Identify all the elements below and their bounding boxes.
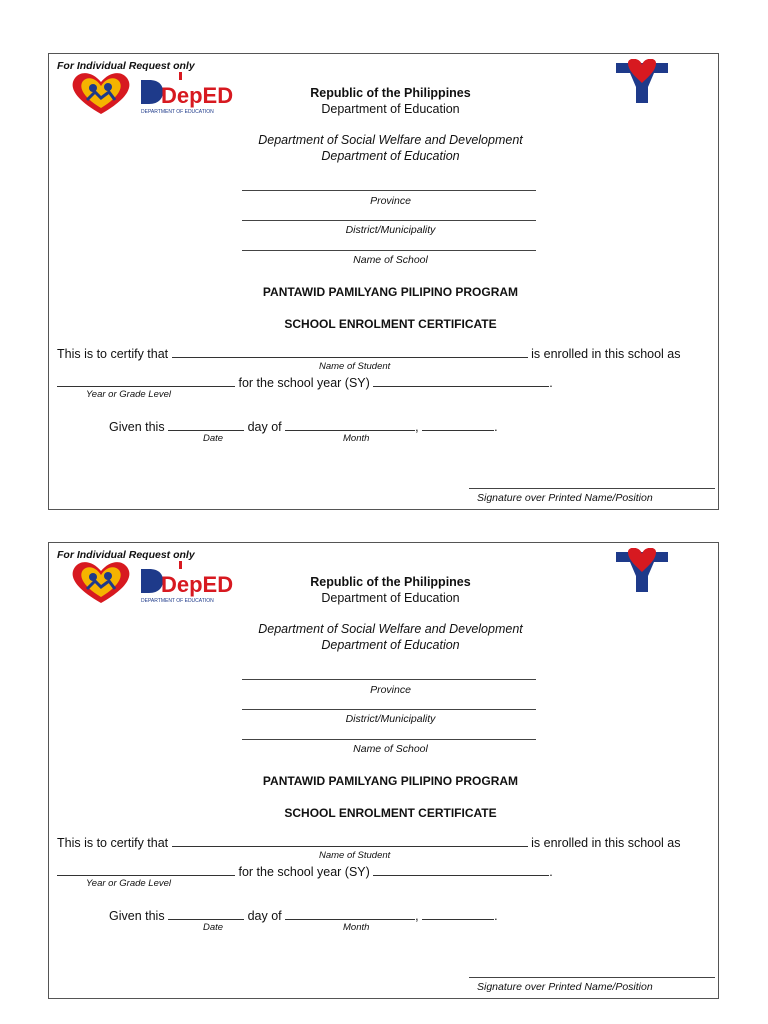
header-department-2: Department of Education [321,638,460,652]
student-name-blank[interactable] [172,345,528,358]
header-department-2: Department of Education [321,149,460,163]
month-blank[interactable] [285,907,415,920]
district-label: District/Municipality [345,224,436,236]
header-department: Department of Education [321,102,460,116]
certificate-2 [48,542,719,999]
month-blank[interactable] [285,418,415,431]
certify-line [57,834,681,850]
given-line: Given this day of , . [109,420,498,434]
day-of-text: day of [247,420,282,434]
province-line[interactable] [242,679,536,680]
deped-logo-subtext: DEPARTMENT OF EDUCATION [141,109,214,115]
date-label: Date [203,922,224,933]
district-line[interactable] [242,709,536,710]
date-blank[interactable] [168,907,244,920]
signature-line[interactable] [469,488,715,489]
program-title: PANTAWID PAMILYANG PILIPINO PROGRAM [262,285,519,299]
student-name-label: Name of Student [319,361,391,372]
header-department: Department of Education [321,591,460,605]
school-label: Name of School [353,743,428,755]
province-label: Province [370,195,411,207]
district-label: District/Municipality [345,713,436,725]
program-title: PANTAWID PAMILYANG PILIPINO PROGRAM [262,774,519,788]
day-of-text: day of [247,909,282,923]
student-name-blank[interactable] [172,834,528,847]
given-text: Given this [109,420,165,434]
header-dswd: Department of Social Welfare and Development [258,622,523,636]
student-name-label: Name of Student [319,850,391,861]
school-year-line: for the school year (SY) . [57,863,553,879]
deped-logo-text: DepED [161,572,234,597]
certify-line [57,345,681,361]
enrolled-text: is enrolled in this school as [531,347,681,361]
school-line[interactable] [242,250,536,251]
individual-request-note: For Individual Request only [57,549,195,561]
enrolled-text: is enrolled in this school as [531,836,681,850]
certificate-title: SCHOOL ENROLMENT CERTIFICATE [284,806,497,820]
signature-label: Signature over Printed Name/Position [477,981,653,993]
signature-line[interactable] [469,977,715,978]
date-blank[interactable] [168,418,244,431]
individual-request-note: For Individual Request only [57,60,195,72]
date-label: Date [203,433,224,444]
school-year-text: for the school year (SY) [238,376,370,390]
school-year-text: for the school year (SY) [238,865,370,879]
school-label: Name of School [353,254,428,266]
province-label: Province [370,684,411,696]
header-dswd: Department of Social Welfare and Development [258,133,523,147]
province-line[interactable] [242,190,536,191]
school-year-blank[interactable] [373,863,549,876]
certificate-1 [48,53,719,510]
grade-level-label: Year or Grade Level [86,389,172,400]
certify-text: This is to certify that [57,347,169,361]
given-text: Given this [109,909,165,923]
header-republic: Republic of the Philippines [310,575,471,589]
certificate-title: SCHOOL ENROLMENT CERTIFICATE [284,317,497,331]
school-line[interactable] [242,739,536,740]
school-year-line: for the school year (SY) . [57,374,553,390]
year-blank[interactable] [422,418,494,431]
year-blank[interactable] [422,907,494,920]
district-line[interactable] [242,220,536,221]
grade-level-label: Year or Grade Level [86,878,172,889]
month-label: Month [343,433,370,444]
deped-logo-subtext: DEPARTMENT OF EDUCATION [141,598,214,604]
certify-text: This is to certify that [57,836,169,850]
given-line: Given this day of , . [109,909,498,923]
grade-level-blank[interactable] [57,374,235,387]
month-label: Month [343,922,370,933]
deped-logo-text: DepED [161,83,234,108]
grade-level-blank[interactable] [57,863,235,876]
signature-label: Signature over Printed Name/Position [477,492,653,504]
school-year-blank[interactable] [373,374,549,387]
header-republic: Republic of the Philippines [310,86,471,100]
